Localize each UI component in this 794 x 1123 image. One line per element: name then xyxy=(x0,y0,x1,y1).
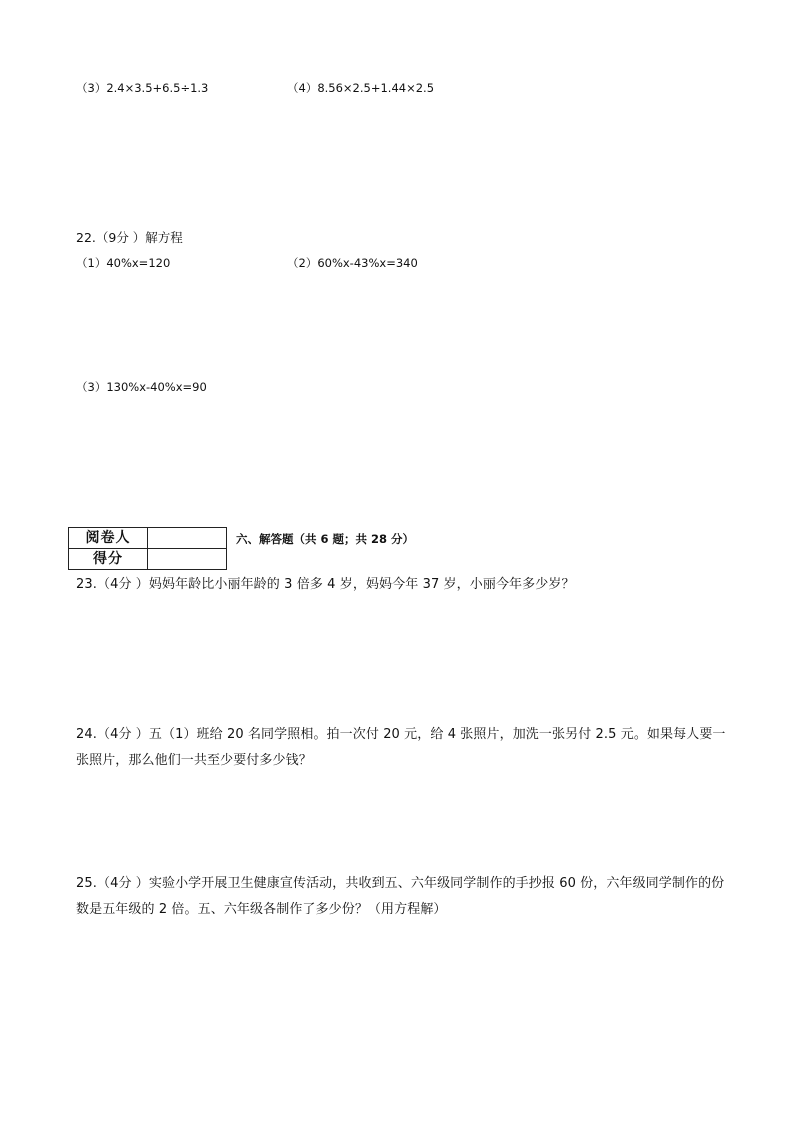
q22-part-2: （2）60%x-43%x=340 xyxy=(287,256,418,270)
q22-part-1: （1）40%x=120 xyxy=(76,256,171,270)
question-25: 25.（4分 ）实验小学开展卫生健康宣传活动，共收到五、六年级同学制作的手抄报 60 份，六年级同学制作的份数是五年级的 2 倍。五、六年级各制作了多少份？（用方程解） xyxy=(76,876,725,917)
score-label: 得分 xyxy=(69,549,148,570)
q22-header: 22.（9分 ）解方程 xyxy=(76,230,183,245)
question-23: 23.（4分 ）妈妈年龄比小丽年龄的 3 倍多 4 岁，妈妈今年 37 岁，小丽今年多少岁？ xyxy=(76,577,575,592)
q21-part-3: （3）2.4×3.5+6.5÷1.3 xyxy=(76,81,209,95)
question-24: 24.（4分 ）五（1）班给 20 名同学照相。拍一次付 20 元，给 4 张照片，加洗一张另付 2.5 元。如果每人要一张照片，那么他们一共至少要付多少钱？ xyxy=(76,727,726,768)
score-field[interactable] xyxy=(148,549,227,570)
reviewer-field[interactable] xyxy=(148,528,227,549)
q22-part-3: （3）130%x-40%x=90 xyxy=(76,380,207,394)
q21-part-4: （4）8.56×2.5+1.44×2.5 xyxy=(287,81,435,95)
score-table xyxy=(68,527,227,570)
reviewer-label: 阅卷人 xyxy=(69,528,148,549)
section-title: 六、解答题（共 6 题；共 28 分） xyxy=(236,532,415,546)
